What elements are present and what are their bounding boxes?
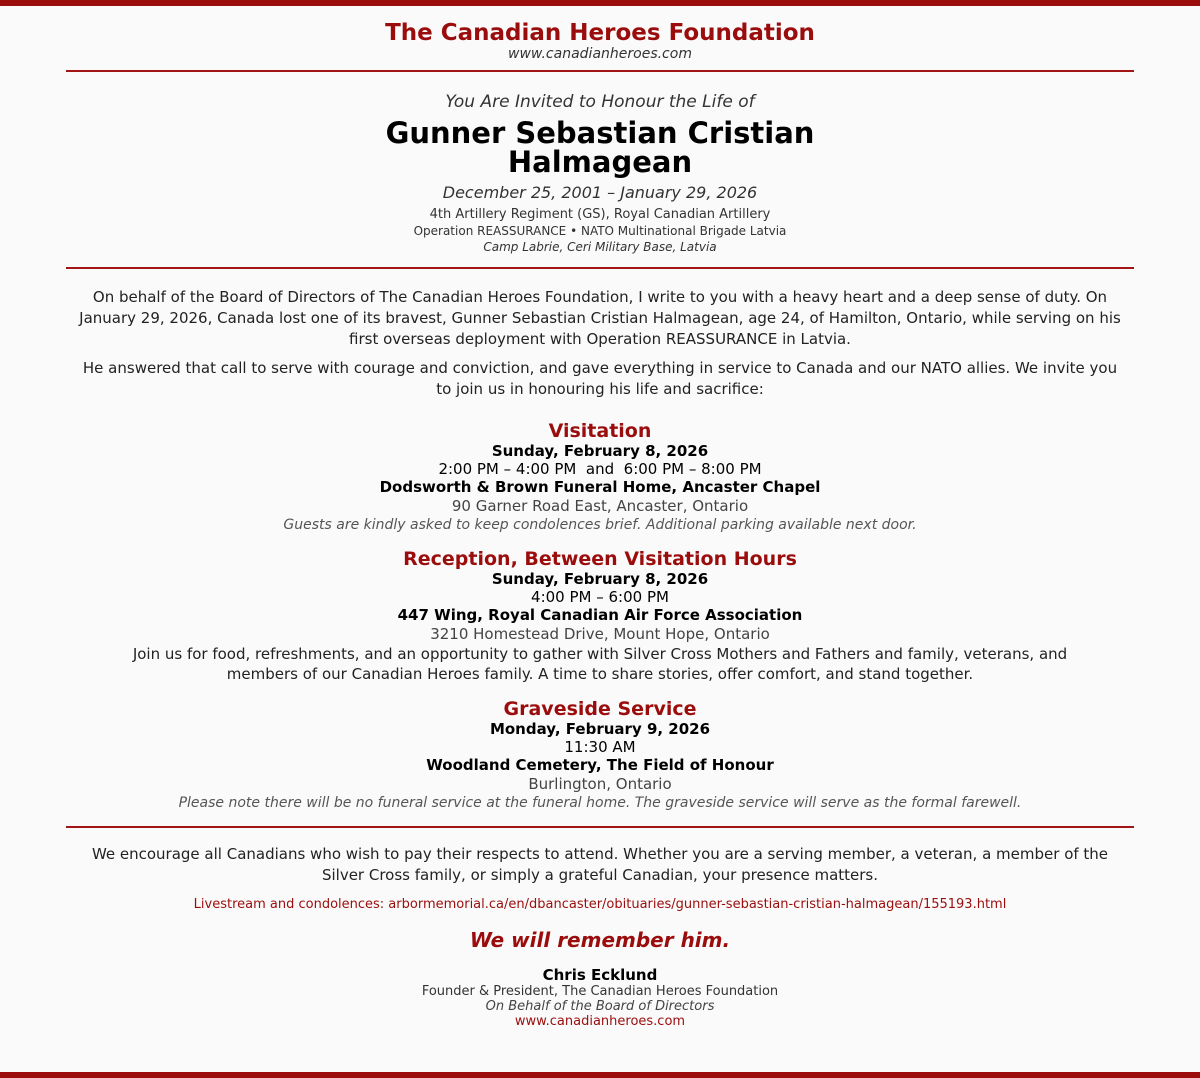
reception-section xyxy=(66,548,1134,684)
honoree-section xyxy=(66,72,1134,255)
event-date: Sunday, February 8, 2026 xyxy=(491,442,709,460)
invitation-page xyxy=(66,0,1134,1029)
military-unit: 4th Artillery Regiment (GS), Royal Canadian Artillery xyxy=(429,207,771,222)
graveside-section xyxy=(66,698,1134,812)
event-venue: Woodland Cemetery, The Field of Honour xyxy=(426,756,774,774)
intro-section xyxy=(66,269,1134,400)
event-note: Guests are kindly asked to keep condolences brief. Additional parking available next door. xyxy=(283,517,917,533)
event-date: Sunday, February 8, 2026 xyxy=(491,570,709,588)
signer-behalf: On Behalf of the Board of Directors xyxy=(485,999,715,1014)
deployment-location: Camp Labrie, Ceri Military Base, Latvia xyxy=(483,240,717,254)
organization-url[interactable]: www.canadianheroes.com xyxy=(508,46,692,62)
operation-name: Operation REASSURANCE • NATO Multinational Brigade Latvia xyxy=(413,224,787,238)
signer-url-link[interactable]: www.canadianheroes.com xyxy=(514,1014,686,1029)
event-date: Monday, February 9, 2026 xyxy=(489,720,711,738)
visitation-section xyxy=(66,420,1134,534)
event-time: 4:00 PM – 6:00 PM xyxy=(531,588,669,606)
bottom-border-bar xyxy=(0,1072,1200,1078)
life-dates: December 25, 2001 – January 29, 2026 xyxy=(442,183,758,202)
event-note: Please note there will be no funeral service at the funeral home. The graveside service will serve as the formal farewell. xyxy=(178,795,1022,811)
event-address: 3210 Homestead Drive, Mount Hope, Ontario xyxy=(430,625,770,643)
closing-section xyxy=(66,828,1134,952)
event-title: Reception, Between Visitation Hours xyxy=(403,548,797,570)
honoree-name xyxy=(66,116,1134,179)
event-time: 2:00 PM – 4:00 PM and 6:00 PM – 8:00 PM xyxy=(438,460,762,478)
event-venue: Dodsworth & Brown Funeral Home, Ancaster Chapel xyxy=(379,478,821,496)
intro-paragraph: He answered that call to serve with courage and conviction, and gave everything in service to Canada and our NATO allies. We invite you to join us in honouring his life and sacrifice: xyxy=(82,359,1118,398)
invite-heading: You Are Invited to Honour the Life of xyxy=(445,92,755,112)
signer-title: Founder & President, The Canadian Heroes Foundation xyxy=(421,984,779,999)
event-description: Join us for food, refreshments, and an opportunity to gather with Silver Cross Mothers and Fathers and family, veterans, and members of our Canadian Heroes family. A time to share stories, offer comfort, and stand together. xyxy=(132,645,1068,683)
signer-name: Chris Ecklund xyxy=(542,966,658,984)
event-address: Burlington, Ontario xyxy=(528,775,672,793)
closing-paragraph: We encourage all Canadians who wish to pay their respects to attend. Whether you are a serving member, a veteran, a member of the Silver Cross family, or simply a grateful Canadian, your presence matters. xyxy=(91,845,1109,884)
event-title: Visitation xyxy=(548,420,652,442)
event-title: Graveside Service xyxy=(503,698,697,720)
event-time: 11:30 AM xyxy=(564,738,636,756)
livestream-link[interactable]: Livestream and condolences: arbormemorial.ca/en/dbancaster/obituaries/gunner-sebastian-cristian-halmagean/155193.html xyxy=(193,897,1007,912)
organization-name: The Canadian Heroes Foundation xyxy=(385,20,815,46)
event-address: 90 Garner Road East, Ancaster, Ontario xyxy=(451,497,749,515)
honoree-name-line2: Halmagean xyxy=(507,145,693,179)
top-border-bar xyxy=(0,0,1200,6)
page-header xyxy=(66,0,1134,62)
intro-paragraph: On behalf of the Board of Directors of The Canadian Heroes Foundation, I write to you with a heavy heart and a deep sense of duty. On January 29, 2026, Canada lost one of its bravest, Gunner Sebastian Cristian Halmagean, age 24, of Hamilton, Ontario, while serving on his first overseas deployment with Operation REASSURANCE in Latvia. xyxy=(79,288,1121,348)
signature-block xyxy=(66,966,1134,1029)
honoree-name-line1: Gunner Sebastian Cristian xyxy=(385,116,815,150)
remembrance-line: We will remember him. xyxy=(469,928,731,952)
event-venue: 447 Wing, Royal Canadian Air Force Association xyxy=(397,606,803,624)
